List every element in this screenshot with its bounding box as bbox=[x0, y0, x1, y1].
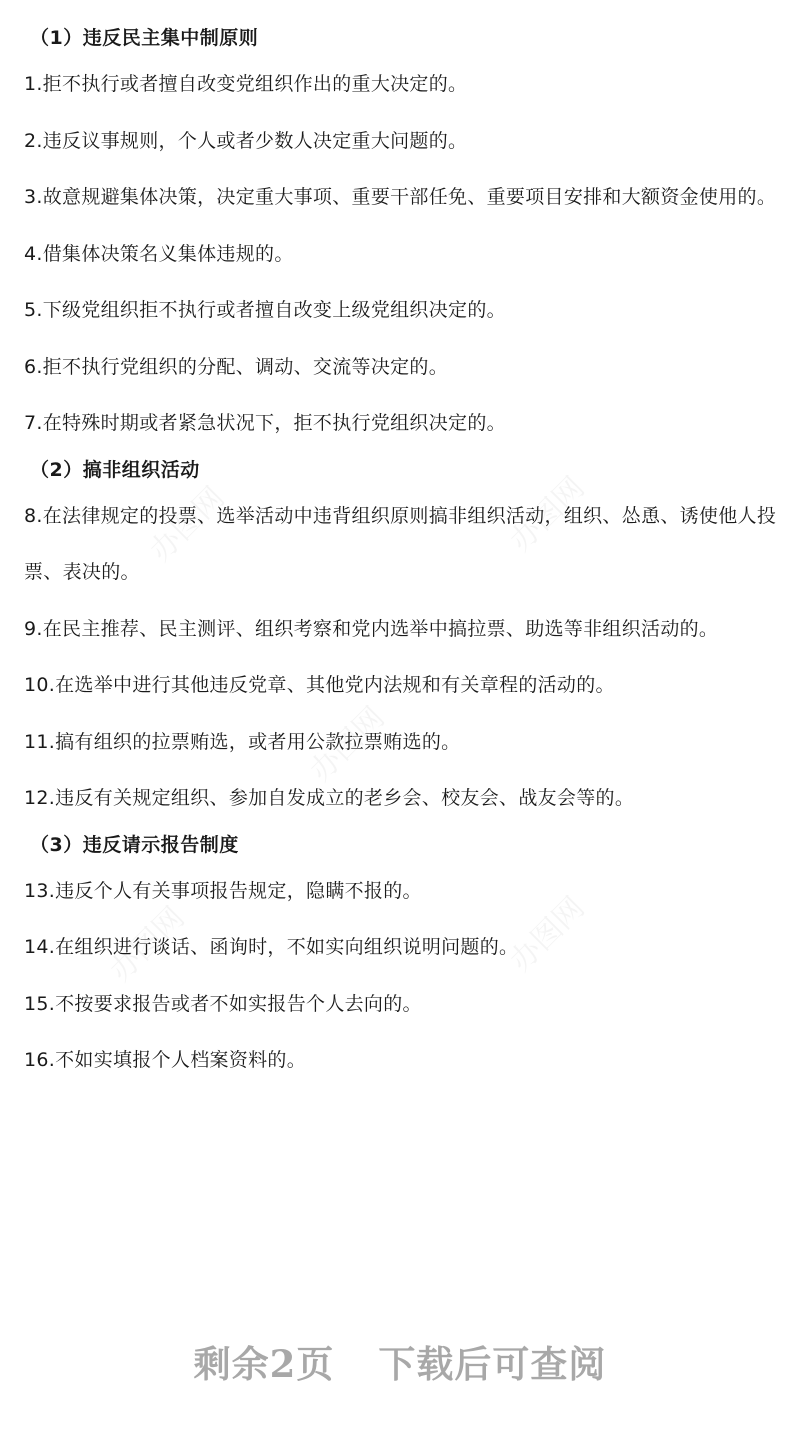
download-prompt[interactable] bbox=[0, 1334, 800, 1388]
list-item: 4.借集体决策名义集体违规的。 bbox=[24, 242, 294, 265]
list-item: 16.不如实填报个人档案资料的。 bbox=[24, 1049, 307, 1071]
list-item: 5.下级党组织拒不执行或者擅自改变上级党组织决定的。 bbox=[24, 299, 506, 321]
list-item: 10.在选举中进行其他违反党章、其他党内法规和有关章程的活动的。 bbox=[24, 674, 615, 696]
section-3 bbox=[24, 827, 784, 1089]
list-item: 14.在组织进行谈话、函询时，不如实向组织说明问题的。 bbox=[24, 936, 519, 958]
document-body bbox=[24, 20, 784, 1089]
list-item: 12.违反有关规定组织、参加自发成立的老乡会、校友会、战友会等的。 bbox=[24, 787, 635, 809]
section-2 bbox=[24, 452, 784, 827]
remaining-pages-label: 剩余2页 bbox=[193, 1342, 335, 1386]
section-heading: （2）搞非组织活动 bbox=[30, 458, 200, 481]
section-heading: （3）违反请示报告制度 bbox=[30, 833, 239, 856]
list-item: 8.在法律规定的投票、选举活动中违背组织原则搞非组织活动，组织、怂恿、诱使他人投票、表决的。 bbox=[24, 504, 777, 583]
list-item: 3.故意规避集体决策，决定重大事项、重要干部任免、重要项目安排和大额资金使用的。 bbox=[24, 186, 777, 208]
list-item: 13.违反个人有关事项报告规定，隐瞒不报的。 bbox=[24, 879, 422, 902]
section-heading: （1）违反民主集中制原则 bbox=[30, 27, 259, 49]
section-1 bbox=[24, 20, 784, 452]
list-item: 1.拒不执行或者擅自改变党组织作出的重大决定的。 bbox=[24, 73, 468, 95]
download-to-view-label: 下载后可查阅 bbox=[378, 1342, 607, 1386]
list-item: 6.拒不执行党组织的分配、调动、交流等决定的。 bbox=[24, 355, 449, 378]
list-item: 11.搞有组织的拉票贿选，或者用公款拉票贿选的。 bbox=[24, 730, 461, 753]
list-item: 7.在特殊时期或者紧急状况下，拒不执行党组织决定的。 bbox=[24, 412, 506, 434]
list-item: 9.在民主推荐、民主测评、组织考察和党内选举中搞拉票、助选等非组织活动的。 bbox=[24, 617, 719, 640]
list-item: 2.违反议事规则，个人或者少数人决定重大问题的。 bbox=[24, 129, 468, 152]
list-item: 15.不按要求报告或者不如实报告个人去向的。 bbox=[24, 992, 422, 1015]
